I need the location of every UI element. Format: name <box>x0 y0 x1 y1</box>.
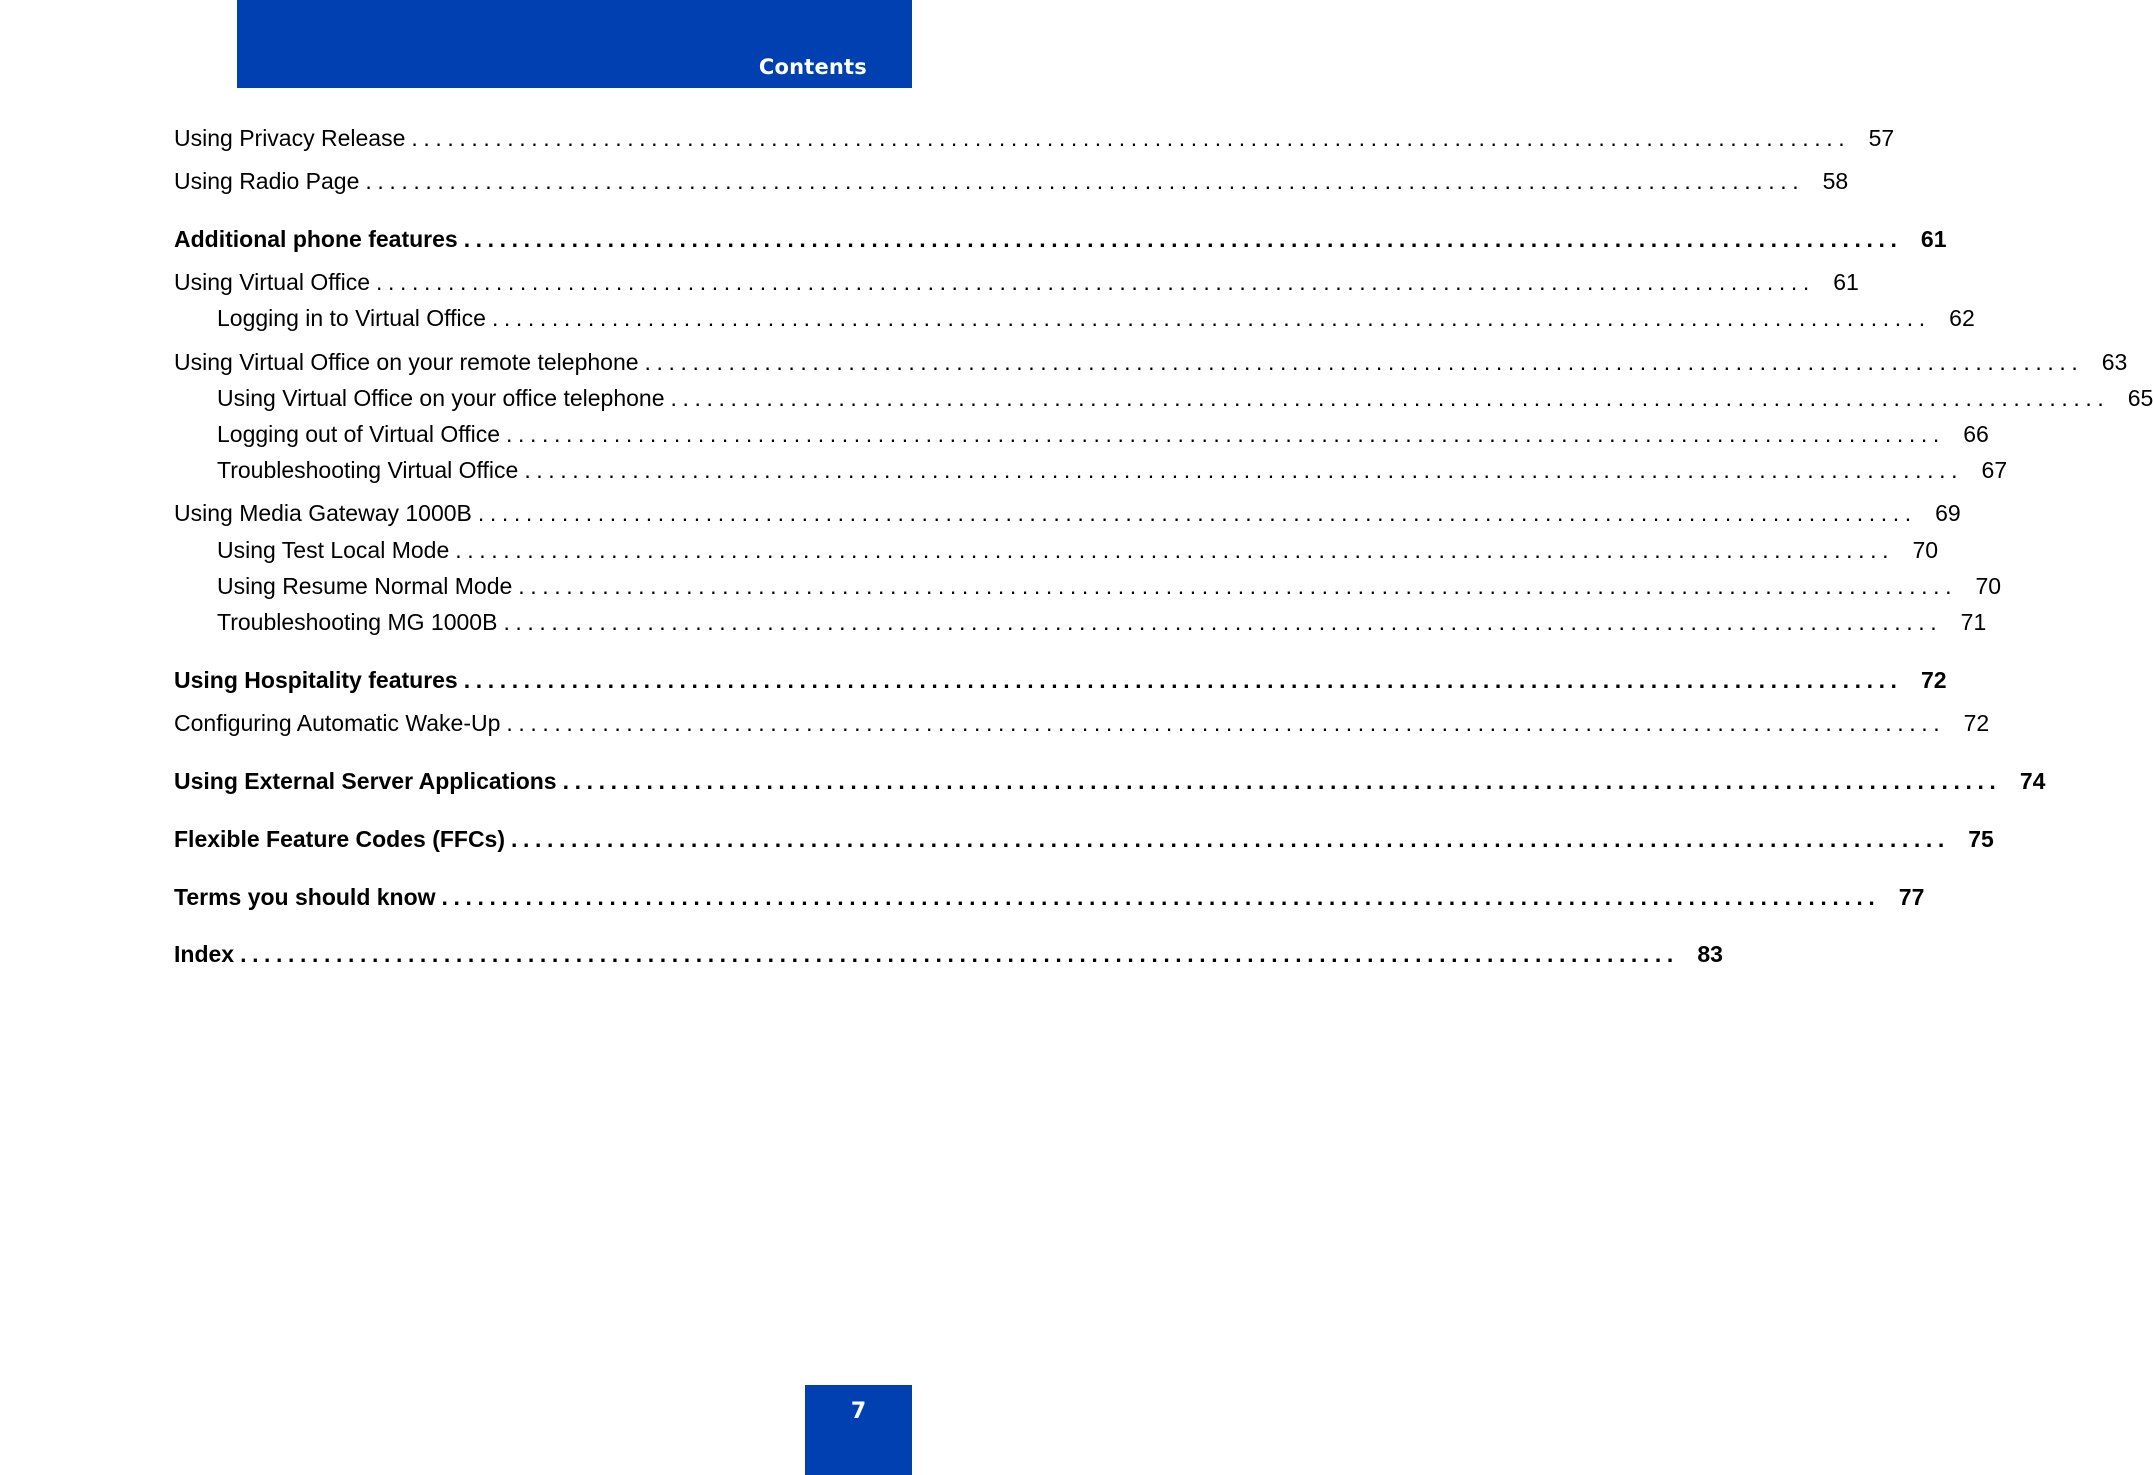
toc-entry[interactable] <box>174 709 1990 737</box>
toc-chapter-entry[interactable] <box>174 767 2046 795</box>
toc-entry-page: 61 <box>1920 226 1947 252</box>
toc-entry-page: 69 <box>1935 500 1961 526</box>
toc-dot-leader: ........................................................................................................................ <box>562 768 2002 794</box>
toc-entry-title: Configuring Automatic Wake-Up <box>174 710 501 736</box>
toc-dot-leader: ........................................................................................................................ <box>670 385 2110 411</box>
toc-dot-leader: ........................................................................................................................ <box>511 826 1950 852</box>
toc-entry-title: Additional phone features <box>174 226 458 252</box>
toc-entry-title: Troubleshooting Virtual Office <box>217 457 519 483</box>
toc-entry-page: 63 <box>2101 349 2128 375</box>
footer-page-box <box>805 1385 912 1475</box>
toc-dot-leader: ........................................................................................................................ <box>503 609 1943 635</box>
toc-dot-leader: ........................................................................................................................ <box>463 226 1903 252</box>
toc-chapter-entry[interactable] <box>174 940 1723 968</box>
toc-entry[interactable] <box>174 167 1849 195</box>
toc-dot-leader: ........................................................................................................................ <box>518 573 1958 599</box>
toc-dot-leader: ........................................................................................................................ <box>240 941 1679 967</box>
header-title: Contents <box>758 55 867 79</box>
toc-entry-title: Using Virtual Office <box>174 269 371 295</box>
toc-dot-leader: ........................................................................................................................ <box>441 884 1881 910</box>
toc-entry[interactable] <box>174 268 1859 296</box>
toc-chapter-entry[interactable] <box>174 883 1925 911</box>
toc-chapter-entry[interactable] <box>174 825 1994 853</box>
toc-subentry[interactable] <box>217 536 1939 564</box>
toc-entry[interactable] <box>174 348 2128 376</box>
toc-subentry[interactable] <box>217 420 1989 448</box>
toc-entry-title: Using Hospitality features <box>174 667 458 693</box>
toc-subentry[interactable] <box>217 384 2153 412</box>
toc-subentry[interactable] <box>217 456 2008 484</box>
toc-subentry[interactable] <box>217 304 1975 332</box>
toc-entry-page: 77 <box>1898 884 1925 910</box>
toc-subentry[interactable] <box>217 572 2002 600</box>
toc-dot-leader: ........................................................................................................................ <box>376 269 1815 295</box>
toc-dot-leader: ........................................................................................................................ <box>365 168 1805 194</box>
toc-entry-title: Troubleshooting MG 1000B <box>217 609 498 635</box>
toc-dot-leader: ........................................................................................................................ <box>524 457 1964 483</box>
toc-entry-title: Flexible Feature Codes (FFCs) <box>174 826 506 852</box>
toc-entry-page: 65 <box>2127 385 2153 411</box>
toc-entry-page: 57 <box>1868 125 1895 151</box>
toc-entry-title: Using Test Local Mode <box>217 537 450 563</box>
toc-entry-title: Using External Server Applications <box>174 768 557 794</box>
toc-entry-page: 61 <box>1833 269 1859 295</box>
toc-dot-leader: ........................................................................................................................ <box>506 421 1945 447</box>
toc-chapter-entry[interactable] <box>174 225 1947 253</box>
toc-dot-leader: ........................................................................................................................ <box>491 305 1931 331</box>
toc-entry-title: Index <box>174 941 235 967</box>
toc-entry-page: 72 <box>1963 710 1990 736</box>
toc-entry-page: 58 <box>1822 168 1849 194</box>
toc-entry-page: 70 <box>1975 573 2002 599</box>
toc-entry-page: 75 <box>1968 826 1994 852</box>
toc-dot-leader: ........................................................................................................................ <box>477 500 1917 526</box>
toc-entry-title: Using Radio Page <box>174 168 360 194</box>
toc-entry-page: 72 <box>1920 667 1947 693</box>
toc-entry[interactable] <box>174 499 1961 527</box>
toc-chapter-entry[interactable] <box>174 666 1947 694</box>
toc-dot-leader: ........................................................................................................................ <box>455 537 1895 563</box>
toc-entry-page: 67 <box>1981 457 2008 483</box>
toc-entry-page: 66 <box>1963 421 1989 447</box>
toc-dot-leader: ........................................................................................................................ <box>411 125 1851 151</box>
toc-entry-page: 74 <box>2019 768 2046 794</box>
toc-entry-title: Using Media Gateway 1000B <box>174 500 472 526</box>
toc-dot-leader: ........................................................................................................................ <box>644 349 2084 375</box>
toc-entry-page: 70 <box>1912 537 1939 563</box>
page-number: 7 <box>850 1399 867 1424</box>
toc-entry-title: Using Virtual Office on your remote telephone <box>174 349 639 375</box>
toc-dot-leader: ........................................................................................................................ <box>506 710 1946 736</box>
toc-entry-title: Using Resume Normal Mode <box>217 573 513 599</box>
toc-entry-page: 83 <box>1697 941 1723 967</box>
toc-entry-page: 71 <box>1960 609 1987 635</box>
toc-subentry[interactable] <box>217 608 1987 636</box>
toc-dot-leader: ........................................................................................................................ <box>463 667 1903 693</box>
toc-entry-title: Logging out of Virtual Office <box>217 421 501 447</box>
toc-entry-title: Terms you should know <box>174 884 436 910</box>
toc-entry-page: 62 <box>1949 305 1975 331</box>
toc-entry-title: Using Virtual Office on your office telephone <box>217 385 665 411</box>
toc-entry[interactable] <box>174 124 1895 152</box>
toc-entry-title: Using Privacy Release <box>174 125 406 151</box>
toc-entry-title: Logging in to Virtual Office <box>217 305 486 331</box>
